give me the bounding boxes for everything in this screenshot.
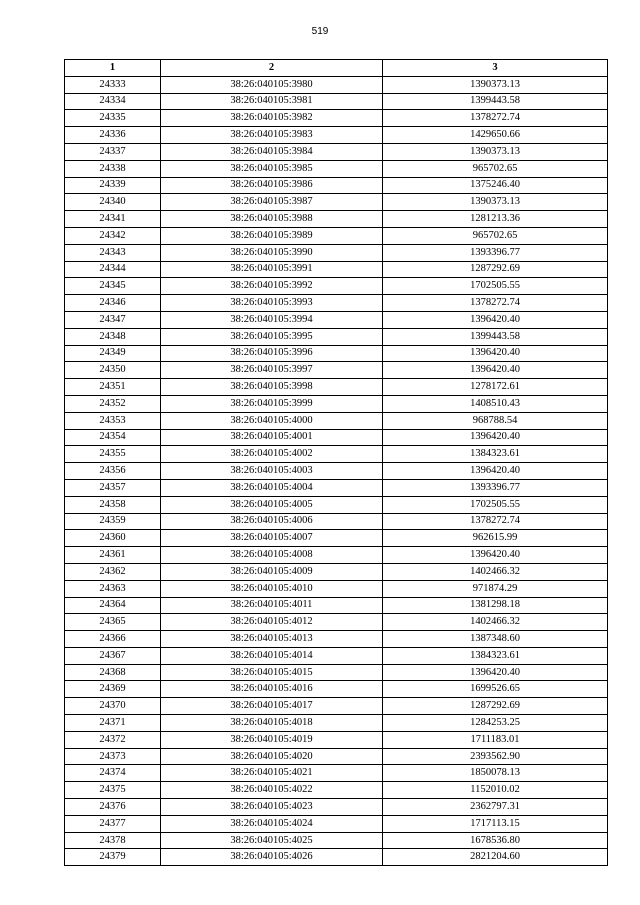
- table-row: [65, 379, 608, 396]
- row-number-cell: 24355: [65, 446, 161, 463]
- cadastral-number-cell: 38:26:040105:4024: [161, 815, 383, 832]
- table-row: [65, 177, 608, 194]
- table-row: [65, 412, 608, 429]
- cadastral-number-cell: 38:26:040105:3987: [161, 194, 383, 211]
- table-row: [65, 160, 608, 177]
- cadastral-number-cell: 38:26:040105:4014: [161, 647, 383, 664]
- value-cell: 1399443.58: [383, 328, 608, 345]
- row-number-cell: 24335: [65, 110, 161, 127]
- cadastral-number-cell: 38:26:040105:4006: [161, 513, 383, 530]
- row-number-cell: 24357: [65, 479, 161, 496]
- cadastral-number-cell: 38:26:040105:4022: [161, 782, 383, 799]
- table-row: [65, 127, 608, 144]
- table-row: [65, 328, 608, 345]
- value-cell: 1702505.55: [383, 496, 608, 513]
- cadastral-number-cell: 38:26:040105:4025: [161, 832, 383, 849]
- table-row: [65, 93, 608, 110]
- value-cell: 1396420.40: [383, 547, 608, 564]
- value-cell: 1699526.65: [383, 681, 608, 698]
- value-cell: 1375246.40: [383, 177, 608, 194]
- row-number-cell: 24359: [65, 513, 161, 530]
- row-number-cell: 24348: [65, 328, 161, 345]
- cadastral-number-cell: 38:26:040105:3985: [161, 160, 383, 177]
- cadastral-number-cell: 38:26:040105:3996: [161, 345, 383, 362]
- row-number-cell: 24354: [65, 429, 161, 446]
- value-cell: 965702.65: [383, 160, 608, 177]
- row-number-cell: 24340: [65, 194, 161, 211]
- value-cell: 1378272.74: [383, 110, 608, 127]
- cadastral-number-cell: 38:26:040105:4003: [161, 463, 383, 480]
- value-cell: 1402466.32: [383, 614, 608, 631]
- row-number-cell: 24343: [65, 244, 161, 261]
- cadastral-number-cell: 38:26:040105:3991: [161, 261, 383, 278]
- row-number-cell: 24368: [65, 664, 161, 681]
- row-number-cell: 24333: [65, 76, 161, 93]
- table-row: [65, 681, 608, 698]
- cadastral-number-cell: 38:26:040105:3994: [161, 311, 383, 328]
- cadastral-number-cell: 38:26:040105:4001: [161, 429, 383, 446]
- cadastral-number-cell: 38:26:040105:3999: [161, 395, 383, 412]
- row-number-cell: 24370: [65, 698, 161, 715]
- row-number-cell: 24345: [65, 278, 161, 295]
- cadastral-number-cell: 38:26:040105:4009: [161, 563, 383, 580]
- row-number-cell: 24351: [65, 379, 161, 396]
- value-cell: 1396420.40: [383, 463, 608, 480]
- value-cell: 1284253.25: [383, 715, 608, 732]
- value-cell: 1678536.80: [383, 832, 608, 849]
- row-number-cell: 24342: [65, 227, 161, 244]
- value-cell: 2362797.31: [383, 799, 608, 816]
- table-row: [65, 765, 608, 782]
- cadastral-number-cell: 38:26:040105:4013: [161, 631, 383, 648]
- table-row: [65, 513, 608, 530]
- cadastral-number-cell: 38:26:040105:4018: [161, 715, 383, 732]
- value-cell: 1390373.13: [383, 194, 608, 211]
- table-header: [65, 60, 608, 77]
- table-row: [65, 211, 608, 228]
- value-cell: 1378272.74: [383, 295, 608, 312]
- cadastral-number-cell: 38:26:040105:4004: [161, 479, 383, 496]
- table-row: [65, 849, 608, 866]
- table-row: [65, 345, 608, 362]
- row-number-cell: 24337: [65, 143, 161, 160]
- table-row: [65, 261, 608, 278]
- table-row: [65, 563, 608, 580]
- cadastral-number-cell: 38:26:040105:3998: [161, 379, 383, 396]
- cadastral-number-cell: 38:26:040105:4015: [161, 664, 383, 681]
- table-row: [65, 496, 608, 513]
- table-header-row: [65, 60, 608, 77]
- row-number-cell: 24363: [65, 580, 161, 597]
- row-number-cell: 24373: [65, 748, 161, 765]
- table-row: [65, 479, 608, 496]
- value-cell: 1396420.40: [383, 664, 608, 681]
- row-number-cell: 24375: [65, 782, 161, 799]
- cadastral-number-cell: 38:26:040105:3981: [161, 93, 383, 110]
- table-row: [65, 698, 608, 715]
- table-row: [65, 429, 608, 446]
- row-number-cell: 24367: [65, 647, 161, 664]
- cadastral-number-cell: 38:26:040105:4012: [161, 614, 383, 631]
- row-number-cell: 24346: [65, 295, 161, 312]
- cadastral-number-cell: 38:26:040105:4023: [161, 799, 383, 816]
- cadastral-number-cell: 38:26:040105:4007: [161, 530, 383, 547]
- cadastral-number-cell: 38:26:040105:3988: [161, 211, 383, 228]
- value-cell: 1399443.58: [383, 93, 608, 110]
- value-cell: 1152010.02: [383, 782, 608, 799]
- row-number-cell: 24365: [65, 614, 161, 631]
- table-row: [65, 446, 608, 463]
- table-row: [65, 614, 608, 631]
- value-cell: 1393396.77: [383, 244, 608, 261]
- value-cell: 1396420.40: [383, 429, 608, 446]
- row-number-cell: 24372: [65, 731, 161, 748]
- row-number-cell: 24376: [65, 799, 161, 816]
- row-number-cell: 24352: [65, 395, 161, 412]
- table-row: [65, 311, 608, 328]
- table-row: [65, 395, 608, 412]
- cadastral-number-cell: 38:26:040105:3992: [161, 278, 383, 295]
- table-row: [65, 748, 608, 765]
- row-number-cell: 24347: [65, 311, 161, 328]
- value-cell: 968788.54: [383, 412, 608, 429]
- table-row: [65, 295, 608, 312]
- value-cell: 1717113.15: [383, 815, 608, 832]
- row-number-cell: 24353: [65, 412, 161, 429]
- table-row: [65, 782, 608, 799]
- value-cell: 1281213.36: [383, 211, 608, 228]
- table-row: [65, 143, 608, 160]
- cadastral-number-cell: 38:26:040105:3983: [161, 127, 383, 144]
- row-number-cell: 24344: [65, 261, 161, 278]
- value-cell: 1393396.77: [383, 479, 608, 496]
- value-cell: 965702.65: [383, 227, 608, 244]
- table-row: [65, 76, 608, 93]
- value-cell: 971874.29: [383, 580, 608, 597]
- cadastral-number-cell: 38:26:040105:3993: [161, 295, 383, 312]
- value-cell: 1384323.61: [383, 446, 608, 463]
- value-cell: 1396420.40: [383, 345, 608, 362]
- cadastral-number-cell: 38:26:040105:3997: [161, 362, 383, 379]
- cadastral-number-cell: 38:26:040105:4008: [161, 547, 383, 564]
- table-row: [65, 244, 608, 261]
- value-cell: 1711183.01: [383, 731, 608, 748]
- row-number-cell: 24358: [65, 496, 161, 513]
- row-number-cell: 24356: [65, 463, 161, 480]
- column-header-1: 1: [65, 60, 161, 77]
- table-row: [65, 715, 608, 732]
- row-number-cell: 24336: [65, 127, 161, 144]
- value-cell: 1850078.13: [383, 765, 608, 782]
- row-number-cell: 24366: [65, 631, 161, 648]
- table-row: [65, 362, 608, 379]
- row-number-cell: 24339: [65, 177, 161, 194]
- row-number-cell: 24369: [65, 681, 161, 698]
- cadastral-number-cell: 38:26:040105:4020: [161, 748, 383, 765]
- table-body: [65, 76, 608, 865]
- table-row: [65, 799, 608, 816]
- table-row: [65, 597, 608, 614]
- table-row: [65, 580, 608, 597]
- table-row: [65, 227, 608, 244]
- value-cell: 1387348.60: [383, 631, 608, 648]
- cadastral-number-cell: 38:26:040105:4005: [161, 496, 383, 513]
- cadastral-number-cell: 38:26:040105:3982: [161, 110, 383, 127]
- value-cell: 1408510.43: [383, 395, 608, 412]
- row-number-cell: 24361: [65, 547, 161, 564]
- cadastral-number-cell: 38:26:040105:4021: [161, 765, 383, 782]
- value-cell: 1390373.13: [383, 143, 608, 160]
- cadastral-number-cell: 38:26:040105:3986: [161, 177, 383, 194]
- value-cell: 2821204.60: [383, 849, 608, 866]
- row-number-cell: 24338: [65, 160, 161, 177]
- row-number-cell: 24349: [65, 345, 161, 362]
- column-header-3: 3: [383, 60, 608, 77]
- cadastral-value-table: [64, 59, 608, 866]
- cadastral-number-cell: 38:26:040105:4016: [161, 681, 383, 698]
- value-cell: 1429650.66: [383, 127, 608, 144]
- row-number-cell: 24364: [65, 597, 161, 614]
- row-number-cell: 24379: [65, 849, 161, 866]
- cadastral-number-cell: 38:26:040105:3980: [161, 76, 383, 93]
- row-number-cell: 24371: [65, 715, 161, 732]
- cadastral-number-cell: 38:26:040105:3989: [161, 227, 383, 244]
- page-number: 519: [311, 26, 329, 37]
- cadastral-number-cell: 38:26:040105:4010: [161, 580, 383, 597]
- cadastral-number-cell: 38:26:040105:4002: [161, 446, 383, 463]
- table-row: [65, 278, 608, 295]
- value-cell: 2393562.90: [383, 748, 608, 765]
- row-number-cell: 24350: [65, 362, 161, 379]
- value-cell: 1278172.61: [383, 379, 608, 396]
- value-cell: 1378272.74: [383, 513, 608, 530]
- value-cell: 1396420.40: [383, 362, 608, 379]
- cadastral-number-cell: 38:26:040105:3995: [161, 328, 383, 345]
- cadastral-number-cell: 38:26:040105:4011: [161, 597, 383, 614]
- table-row: [65, 463, 608, 480]
- cadastral-number-cell: 38:26:040105:3990: [161, 244, 383, 261]
- table-row: [65, 731, 608, 748]
- value-cell: 1390373.13: [383, 76, 608, 93]
- row-number-cell: 24362: [65, 563, 161, 580]
- row-number-cell: 24377: [65, 815, 161, 832]
- table-row: [65, 664, 608, 681]
- value-cell: 1402466.32: [383, 563, 608, 580]
- row-number-cell: 24341: [65, 211, 161, 228]
- table-row: [65, 647, 608, 664]
- value-cell: 1396420.40: [383, 311, 608, 328]
- table-row: [65, 530, 608, 547]
- row-number-cell: 24334: [65, 93, 161, 110]
- cadastral-number-cell: 38:26:040105:4019: [161, 731, 383, 748]
- table-row: [65, 110, 608, 127]
- table-row: [65, 547, 608, 564]
- value-cell: 1287292.69: [383, 261, 608, 278]
- cadastral-number-cell: 38:26:040105:4026: [161, 849, 383, 866]
- table-row: [65, 631, 608, 648]
- value-cell: 1287292.69: [383, 698, 608, 715]
- value-cell: 962615.99: [383, 530, 608, 547]
- table-row: [65, 815, 608, 832]
- cadastral-number-cell: 38:26:040105:3984: [161, 143, 383, 160]
- table-row: [65, 832, 608, 849]
- value-cell: 1384323.61: [383, 647, 608, 664]
- row-number-cell: 24378: [65, 832, 161, 849]
- column-header-2: 2: [161, 60, 383, 77]
- row-number-cell: 24374: [65, 765, 161, 782]
- value-cell: 1381298.18: [383, 597, 608, 614]
- cadastral-number-cell: 38:26:040105:4017: [161, 698, 383, 715]
- value-cell: 1702505.55: [383, 278, 608, 295]
- cadastral-number-cell: 38:26:040105:4000: [161, 412, 383, 429]
- table-row: [65, 194, 608, 211]
- row-number-cell: 24360: [65, 530, 161, 547]
